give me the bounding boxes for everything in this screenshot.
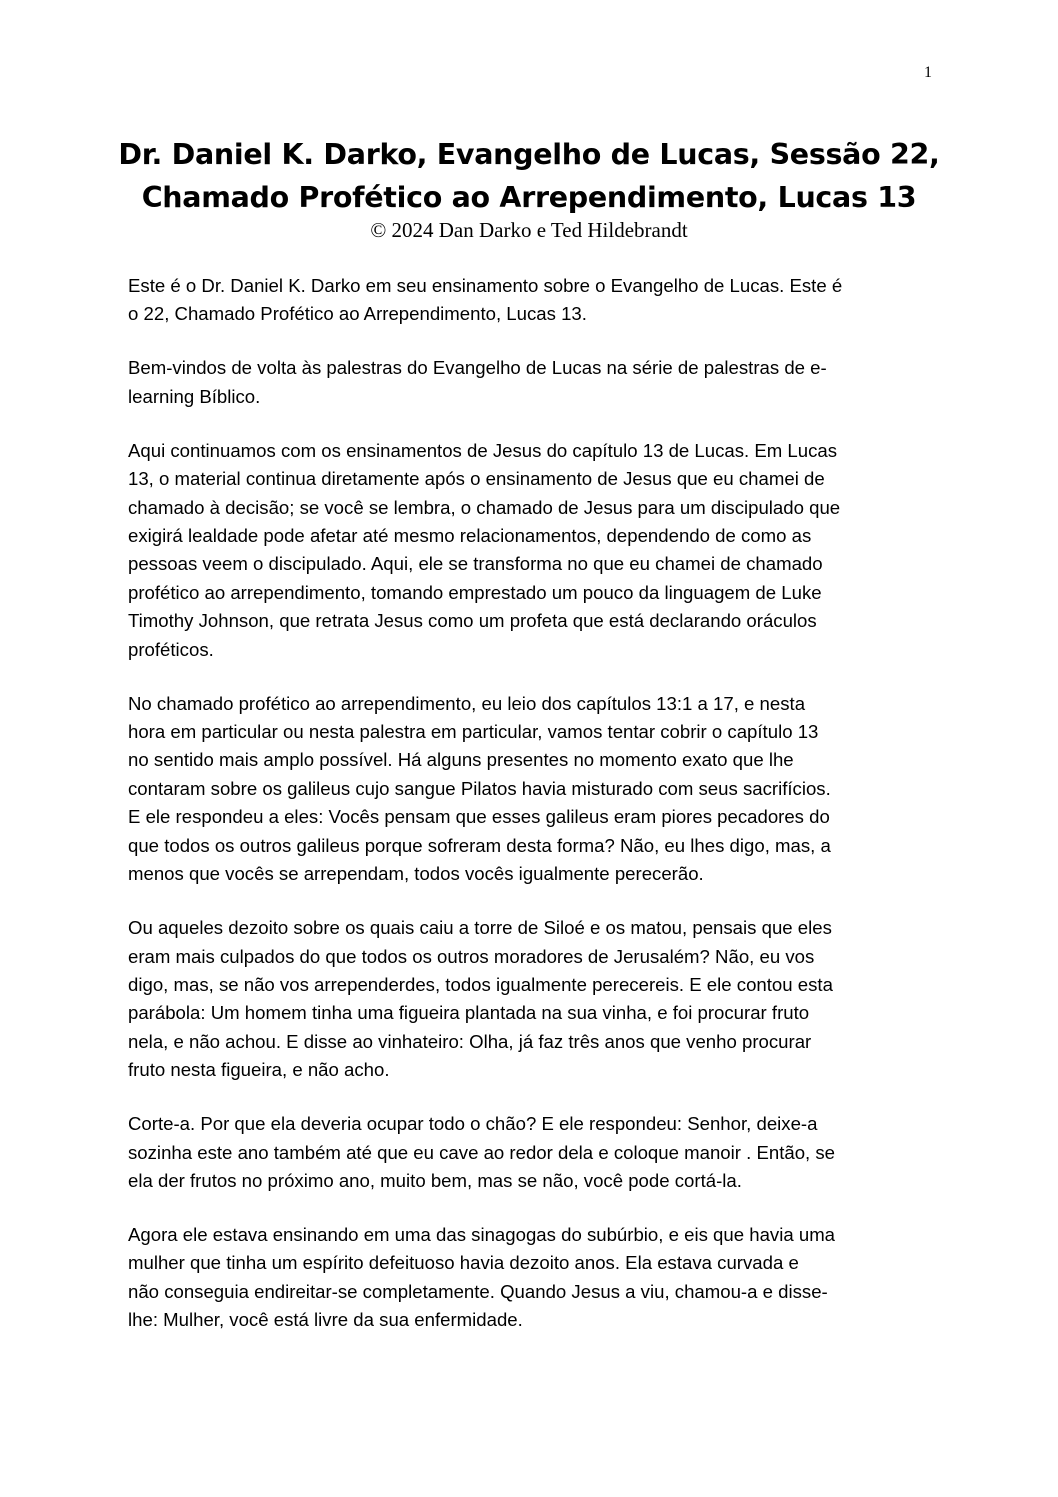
paragraph	[128, 1221, 928, 1335]
text-line: Este é o Dr. Daniel K. Darko em seu ensinamento sobre o Evangelho de Lucas. Este é	[128, 275, 843, 296]
text-line: digo, mas, se não vos arrependerdes, todos igualmente perecereis. E ele contou esta	[128, 973, 833, 995]
text-line: profético ao arrependimento, tomando emprestado um pouco da linguagem de Luke	[128, 581, 822, 603]
text-line: o 22, Chamado Profético ao Arrependimento, Lucas 13.	[128, 303, 587, 325]
text-line: mulher que tinha um espírito defeituoso havia dezoito anos. Ela estava curvada e	[128, 1252, 799, 1274]
text-line: Aqui continuamos com os ensinamentos de Jesus do capítulo 13 de Lucas. Em Lucas	[128, 439, 838, 461]
text-line: eram mais culpados do que todos os outros moradores de Jerusalém? Não, eu vos	[128, 945, 815, 967]
paragraph	[128, 914, 928, 1084]
paragraph	[128, 1110, 928, 1195]
text-line: que todos os outros galileus porque sofreram desta forma? Não, eu lhes digo, mas, a	[128, 834, 831, 856]
text-line: sozinha este ano também até que eu cave ao redor dela e coloque manoir . Então, se	[128, 1141, 836, 1163]
document-body	[128, 272, 928, 1360]
text-line: nela, e não achou. E disse ao vinhateiro: Olha, já faz três anos que venho procurar	[128, 1030, 812, 1052]
text-line: No chamado profético ao arrependimento, eu leio dos capítulos 13:1 a 17, e nesta	[128, 692, 806, 714]
text-line: fruto nesta figueira, e não acho.	[128, 1059, 390, 1081]
text-line: E ele respondeu a eles: Vocês pensam que esses galileus eram piores pecadores do	[128, 806, 830, 828]
text-line: learning Bíblico.	[128, 385, 261, 407]
text-line: parábola: Um homem tinha uma figueira plantada na sua vinha, e foi procurar fruto	[128, 1002, 810, 1024]
paragraph	[128, 437, 928, 664]
text-line: no sentido mais amplo possível. Há alguns presentes no momento exato que lhe	[128, 749, 794, 771]
text-line: Agora ele estava ensinando em uma das sinagogas do subúrbio, e eis que havia uma	[128, 1223, 836, 1245]
text-line: hora em particular ou nesta palestra em particular, vamos tentar cobrir o capítulo 13	[128, 721, 819, 743]
text-line: pessoas veem o discipulado. Aqui, ele se transforma no que eu chamei de chamado	[128, 553, 823, 575]
text-line: contaram sobre os galileus cujo sangue Pilatos havia misturado com seus sacrifícios.	[128, 777, 831, 799]
text-line: 13, o material continua diretamente após o ensinamento de Jesus que eu chamei de	[128, 468, 825, 490]
text-line: ela der frutos no próximo ano, muito bem, mas se não, você pode cortá-la.	[128, 1169, 742, 1191]
text-line: menos que vocês se arrependam, todos vocês igualmente perecerão.	[128, 863, 704, 885]
paragraph	[128, 690, 928, 889]
document-header	[100, 133, 958, 243]
document-title-line-2: Chamado Profético ao Arrependimento, Lucas 13	[141, 181, 917, 214]
document-title-line-1: Dr. Daniel K. Darko, Evangelho de Lucas, Sessão 22,	[118, 138, 940, 171]
page-number: 1	[924, 64, 932, 81]
text-line: não conseguia endireitar-se completamente. Quando Jesus a viu, chamou-a e disse-	[128, 1280, 828, 1302]
text-line: proféticos.	[128, 638, 214, 660]
copyright-notice: © 2024 Dan Darko e Ted Hildebrandt	[370, 218, 688, 242]
text-line: Ou aqueles dezoito sobre os quais caiu a torre de Siloé e os matou, pensais que eles	[128, 917, 832, 939]
text-line: Timothy Johnson, que retrata Jesus como um profeta que está declarando oráculos	[128, 610, 817, 632]
text-line: Corte-a. Por que ela deveria ocupar todo o chão? E ele respondeu: Senhor, deixe-a	[128, 1113, 818, 1135]
text-line: Bem-vindos de volta às palestras do Evangelho de Lucas na série de palestras de e-	[128, 357, 827, 379]
paragraph	[128, 272, 928, 329]
text-line: exigirá lealdade pode afetar até mesmo relacionamentos, dependendo de como as	[128, 525, 812, 547]
text-line: chamado à decisão; se você se lembra, o chamado de Jesus para um discipulado que	[128, 496, 841, 518]
paragraph	[128, 354, 928, 411]
text-line: lhe: Mulher, você está livre da sua enfermidade.	[128, 1309, 523, 1331]
